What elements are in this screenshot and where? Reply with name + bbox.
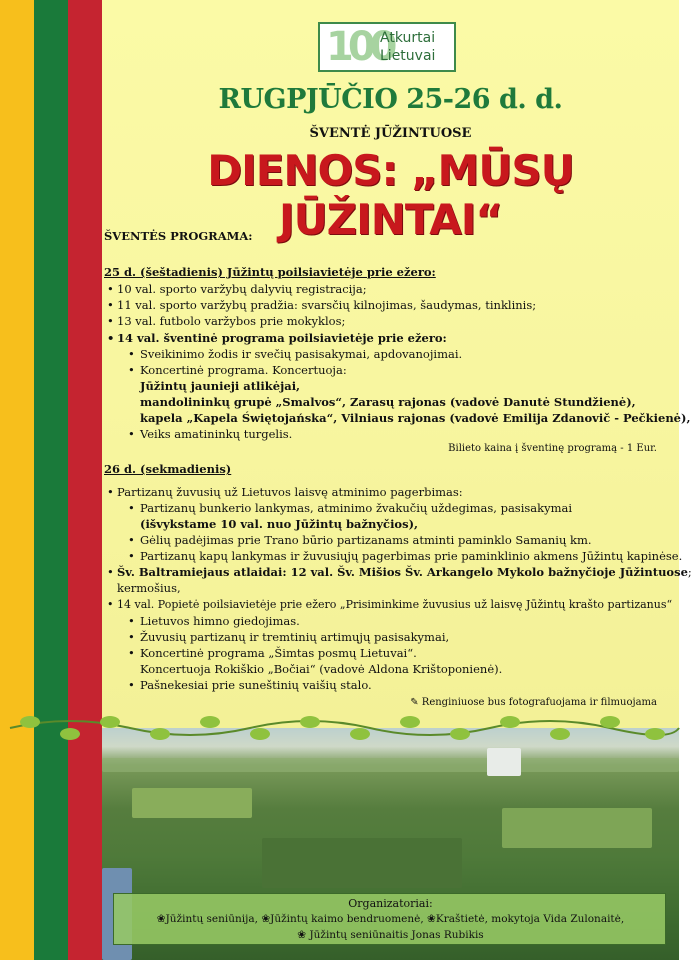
event-subtitle: ŠVENTĖ JŪŽINTUOSE: [309, 126, 472, 141]
photo-trees: [262, 838, 462, 888]
ticket-price: Bilieto kaina į šventinę programą - 1 Eur.: [448, 443, 657, 454]
centenary-logo: [318, 22, 456, 72]
day2-heading: 26 d. (sekmadienis): [104, 462, 232, 476]
day2-item2-text: Šv. Baltramiejaus atlaidai: 12 val. Šv. Mišios Šv. Arkangelo Mykolo bažnyčioje Jūžintuose: [117, 565, 688, 579]
flag-stripe-red: [68, 0, 102, 960]
photo-field: [132, 788, 252, 818]
organizers-line1: [114, 913, 667, 925]
day2-item3-sub-2: • Žuvusių partizanų ir tremtinių artimųjų pasisakymai,: [140, 629, 449, 645]
day2-item1-sub-2: • Gėlių padėjimas prie Trano būrio partizanams atminti paminklo Samanių km.: [140, 532, 592, 548]
day1-sub-1: • Sveikinimo žodis ir svečių pasisakymai, apdovanojimai.: [140, 346, 462, 362]
performer-3: kapela „Kapela Świętojańska“, Vilniaus rajonas (vadovė Emilija Zdanovič - Pečkienė),: [140, 411, 691, 425]
day2-item1-sub-1: • Partizanų bunkerio lankymas, atminimo žvakučių uždegimas, pasisakymai: [140, 500, 572, 516]
program-heading: ŠVENTĖS PROGRAMA:: [104, 229, 253, 243]
day2-item3-cont: Koncertuoja Rokiškio „Bočiai“ (vadovė Aldona Krištoponienė).: [140, 662, 503, 676]
day1-heading: 25 d. (šeštadienis) Jūžintų poilsiavietėje prie ežero:: [104, 265, 436, 279]
logo-line2: Lietuvai: [380, 48, 436, 64]
day2-item1-sub-3: • Partizanų kapų lankymas ir žuvusiųjų pagerbimas prie paminklinio akmens Jūžintų kapinėse.: [140, 548, 682, 564]
day2-item1-sub-1b: (išvykstame 10 val. nuo Jūžintų bažnyčios),: [140, 517, 419, 531]
photo-field: [502, 808, 652, 848]
flower-icon: ❀: [297, 929, 310, 941]
flower-icon: ❀: [261, 913, 271, 925]
performer-1: Jūžintų jaunieji atlikėjai,: [140, 379, 301, 393]
day2-item3-sub-1: • Lietuvos himno giedojimas.: [140, 613, 300, 629]
flower-icon: ❀: [427, 913, 436, 925]
performer-2: mandolininkų grupė „Smalvos“, Zarasų rajonas (vadovė Danutė Stundžienė),: [140, 395, 636, 409]
logo-number: 100: [326, 24, 392, 70]
organizer-1: Jūžintų seniūnija,: [165, 913, 262, 925]
day2-item3-sub-3: • Koncertinė programa „Šimtas posmų Lietuvai“.: [140, 645, 417, 661]
day1-item-3: • 13 val. futbolo varžybos prie mokyklos;: [117, 313, 345, 329]
day2-item-3: • 14 val. Popietė poilsiavietėje prie ežero „Prisiminkime žuvusius už laisvę Jūžintų krašto partizanus“: [117, 597, 672, 613]
organizers-heading: Organizatoriai:: [348, 897, 433, 910]
flag-stripe-yellow: [0, 0, 34, 960]
organizer-3: Kraštietė, mokytoja Vida Zulonaitė,: [435, 913, 625, 925]
day1-sub-2: • Koncertinė programa. Koncertuoja:: [140, 362, 347, 378]
organizers-line2: [114, 929, 667, 941]
flower-icon: ❀: [156, 913, 166, 925]
day1-item-1: • 10 val. sporto varžybų dalyvių registracija;: [117, 281, 367, 297]
flag-stripe-green: [34, 0, 68, 960]
day1-last: • Veiks amatininkų turgelis.: [140, 426, 292, 442]
day2-item2-tail: ;: [687, 565, 692, 579]
event-date: RUGPJŪČIO 25-26 d. d.: [218, 84, 563, 115]
day1-item-4: • 14 val. šventinė programa poilsiavietėje prie ežero:: [117, 330, 447, 346]
day2-item3-last: • Pašnekesiai prie suneštinių vaišių stalo.: [140, 677, 372, 693]
day2-item-2: [117, 564, 692, 580]
day1-item-2: • 11 val. sporto varžybų pradžia: svarsčių kilnojimas, šaudymas, tinklinis;: [117, 297, 536, 313]
day2-item2-cont: kermošius,: [117, 581, 181, 595]
photo-notice-text: Renginiuose bus fotografuojama ir filmuojama: [421, 697, 657, 708]
photo-horizon: [102, 758, 679, 772]
organizers-box: [113, 893, 666, 945]
organizer-2: Jūžintų kaimo bendruomenė,: [270, 913, 428, 925]
photo-church: [487, 748, 521, 776]
oak-leaf-vine-decoration: [10, 710, 679, 746]
day2-item-1: • Partizanų žuvusių už Lietuvos laisvę atminimo pagerbimas:: [117, 484, 463, 500]
photo-notice: [410, 695, 657, 711]
event-title: DIENOS: „MŪSŲ JŪŽINTAI“: [207, 146, 574, 244]
organizer-4: Jūžintų seniūnaitis Jonas Rubikis: [309, 929, 484, 941]
camera-icon: ✎: [410, 697, 422, 708]
logo-line1: Atkurtai: [380, 30, 436, 46]
